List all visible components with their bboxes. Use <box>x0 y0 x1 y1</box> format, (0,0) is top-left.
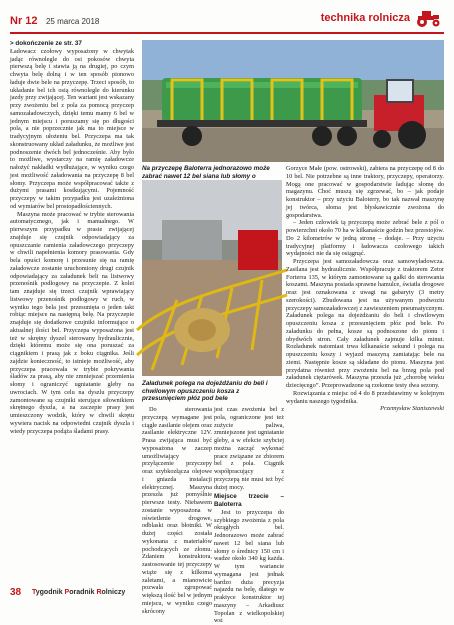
brand-word: olniczy <box>101 589 126 596</box>
section-title: technika rolnicza <box>320 12 410 24</box>
page-footer <box>0 586 454 600</box>
photo1-caption: Na przyczepę Baloterra jednorazowo może zabrać nawet 12 bel siana lub słomy o <box>142 165 270 180</box>
body-paragraph: Jest to przyczepa do szybkiego zwożenia z pola okrągłych bel. Jednorazowo może zabrać nawet 12 bel siana lub słomy o średnicy 150 cm i wadze około 340 kg każda. W tym wariancie wymagana jest jednak bardzo duża precyzja najazdu na belę, dlatego w praktyce konstruktor tej maszyny – Arkadiusz Topolan z wielkopolskiej wsi <box>214 508 284 625</box>
body-paragraph: Rozwiązania z miejsc od 4 do 8 przedstawimy w kolejnym wydaniu naszego tygodnika. <box>286 389 444 405</box>
body-paragraph: Ładowacz czołowy wyposażony w chwytak jadąc równolegle do osi pokosów chwyta pierwszą belę i stawia ją na drugiej, po czym chwyta belę dolną i w ten sposób pionowo ładuje dwie bele na przyczepę. Trzeci sposób, to układanie bel ich osią równolegle do kierunku jazdy przy zwijającej. Ten wariant jest wskazany przy zwożeniu bel z pola za pomocą przyczep samozaładowczych, dzięki temu mamy 6 bel w jednym miejscu i poruszamy się po długości pola, a nie poprzecznie jak ma to miejsce w tradycyjnym ułożeniu bel. Przyczepa ma tak skonstruowany układ załadunku, że możliwe jest podnoszenie dwóch bel jednocześnie. Aby było to możliwe, wystarczy na ramię załadowcze nałożyć nakładki wydłużające, w wyniku czego jest możliwość załadowania na przyczepę 8 bel słomy. Przyczepa może współpracować także z dużymi prasami kostkującymi. Pojemność przyczepy w takim przypadku jest uzależniona od wymiarów bel prostopadłościennych. <box>10 47 134 210</box>
photo-illustration <box>142 40 444 162</box>
brand-initial: T <box>32 589 36 596</box>
brand-initial: P <box>64 589 70 596</box>
photo-loading-bales <box>142 180 282 376</box>
issue-number: Nr 12 <box>10 15 38 27</box>
photo-baloterra-trailer <box>142 40 444 162</box>
page-number: 38 <box>10 587 22 598</box>
article-column-1 <box>10 40 134 583</box>
body-paragraph: Gorzyce Małe (pow. ostrowski), zabiera na przyczepę od 8 do 10 bel. Nie potrzebne są inne traktory, przyczepy, operatorzy. Mogą one pracować w gospodarstwie ładując słomę do magazynu. Choć muszą się zgrzewać, bo – jak podaje konstruktor – przy użyciu Baloterry, bo tak nazwał maszynę jej twórca, słoma jest błyskawicznie zwożona do gospodarstwa. <box>286 165 444 219</box>
article-column-2a <box>142 406 212 615</box>
section-subheading: Miejsce trzecie – Baloterra <box>214 493 284 508</box>
body-paragraph: Do sterowania przyczepą wymagane jest ciągłe zasilanie olejem oraz zasilanie elektryczne 12V. Prasa zwijająca musi być wyposażona w zaczep umożliwiający przyłączenie przyczepy oraz szybkozłącza olejowe i gniazda instalacji elektrycznej. Maszyna przeszła już pomyślnie pierwsze testy. Niebawem zostanie wyposażona w oświetlenie drogowe, odblaski oraz błotniki. W dużej części została wykonana z materiałów pochodzących ze złomu. Zdaniem konstruktora, zastosowanie tej przyczepy wiąże się z kilkoma zaletami, a mianowicie pozwala zgrupować większą ilość bel w jednym miejscu, w wyniku czego skrócony <box>142 406 212 615</box>
brand-initial: R <box>96 589 102 596</box>
publication-name <box>32 589 125 596</box>
article-column-3 <box>286 165 444 582</box>
issue-date: 25 marca 2018 <box>45 17 100 26</box>
brand-word: ygodnik <box>35 589 65 596</box>
header-rule <box>10 32 444 34</box>
body-paragraph: jest czas zwożenia bel z pola, ograniczone jest też zużycie paliwa, zmniejszone jest ugniatanie gleby, a w efekcie szybciej można zacząć wykonać prace związane ze zbiorem bel z pola. Ciągnik współpracujący z przyczepą nie musi też być dużej mocy. <box>214 406 284 491</box>
article-column-2b <box>214 406 284 625</box>
body-paragraph: – Jeden człowiek tą przyczepą może zebrać bele z pól o powierzchni około 70 ha w kilkanaście godzin bez przestojów. Do 2 kilometrów w jedną stronę – dodaje. – Przy użyciu tradycyjnej platformy i ładowacza czołowego takich wydajności nie da się osiągnąć. <box>286 219 444 258</box>
continued-from: > dokończenie ze str. 37 <box>10 40 82 47</box>
author-signature: Przemysław Staniszewski <box>380 405 444 413</box>
issue-info <box>10 11 99 29</box>
brand-word: oradnik <box>69 589 97 596</box>
body-paragraph: Przyczepa jest samozaładowcza oraz samowyładowcza. Zasilana jest hydraulicznie. Współpracuje z traktorem Zetor Forterra 135, w którym zamontowane są gałki do sterowania koszami. Maszyna posiada sprawne hamulce, światła drogowe oraz jest oznakowana z uwagi na gabaryty (3 metry szerokości). Zbudowana jest na używanym podwoziu przyczepy samozaładowczej z zawieszeniem pneumatycznym. Załadunek polega na dojeżdżaniu do beli i chwilowym opuszczeniu kosza z przesunięciem płóz pod bele. Po załadunku do pełna, kosze są podnoszone do pionu i obydwóch stron. Cały załadunek zajmuje kilka minut. Rozładunek natomiast trwa kilkanaście sekund i polega na opuszczeniu koszy i wyjazd maszyną zamiatając bele na ziemi. Następnie kosze są składane do pionu. Maszyna jest przydatna również przy zwożeniu bel na brzeg pola pod załadunek ciężarówek. Maszyna przeszła już „chorobę wieku dziecięcego”. Przeprowadzone są rzekome testy dwa sezony. <box>286 258 444 389</box>
page-header <box>0 0 454 36</box>
body-paragraph: Maszyna może pracować w trybie sterowania automatycznego, jak i manualnego. W pierwszym przypadku w prasie zwijającej znajduje się czujnik odpowiadający za opuszczanie ramienia załadowczego przyczepy w chwili napełnienia komory prasowania. Gdy bela opuści komorę i przesunie się na ramię załadowcze zostanie uruchomiony drugi czujnik odpowiadający za załadunek beli na listwowy przenośnik podłogowy na przyczepie. Z kolei tam znajduje się trzeci czujnik wprawiający listwowy przenośnik podłogowy w ruch, w wyniku tego bela jest przesunięta o jeden takt robiąc miejsce na następną belę. Na przyczepie znajduje się dodatkowe czujniki informujące o aktualnej ilości bel. Przyczepa wyposażona jest też w skrętny dyszel sterowany hydraulicznie, dzięki któremu może się ona poruszać za ciągnikiem i prasą jak z boku ciągnika. Jeśli zajdzie konieczność, to istnieje możliwość, aby przyczepa pracowała w trybie pokrywania śladów za prasą, aby nie zmniejszać przemienia słomy i ograniczyć ugniatanie gleby na uwrociach. W tym celu na dyszlu przyczepy zamontowane są czujniki sterujące siłownikiem skrętnego dyszla, a na zaczepie prasy jest umieszczony wodzik, który w chwili skrętu wywiera nacisk na odpowiedni czujnik dyszla i wtedy przyczepa podąża śladami prasy. <box>10 210 134 435</box>
photo-illustration <box>142 180 282 376</box>
tractor-icon <box>414 8 444 28</box>
section-label <box>321 8 444 28</box>
photo2-caption: Załadunek polega na dojeżdżaniu do beli i chwilowym opuszczeniu kosza z przesunięciem płóz pod bele <box>142 380 268 403</box>
